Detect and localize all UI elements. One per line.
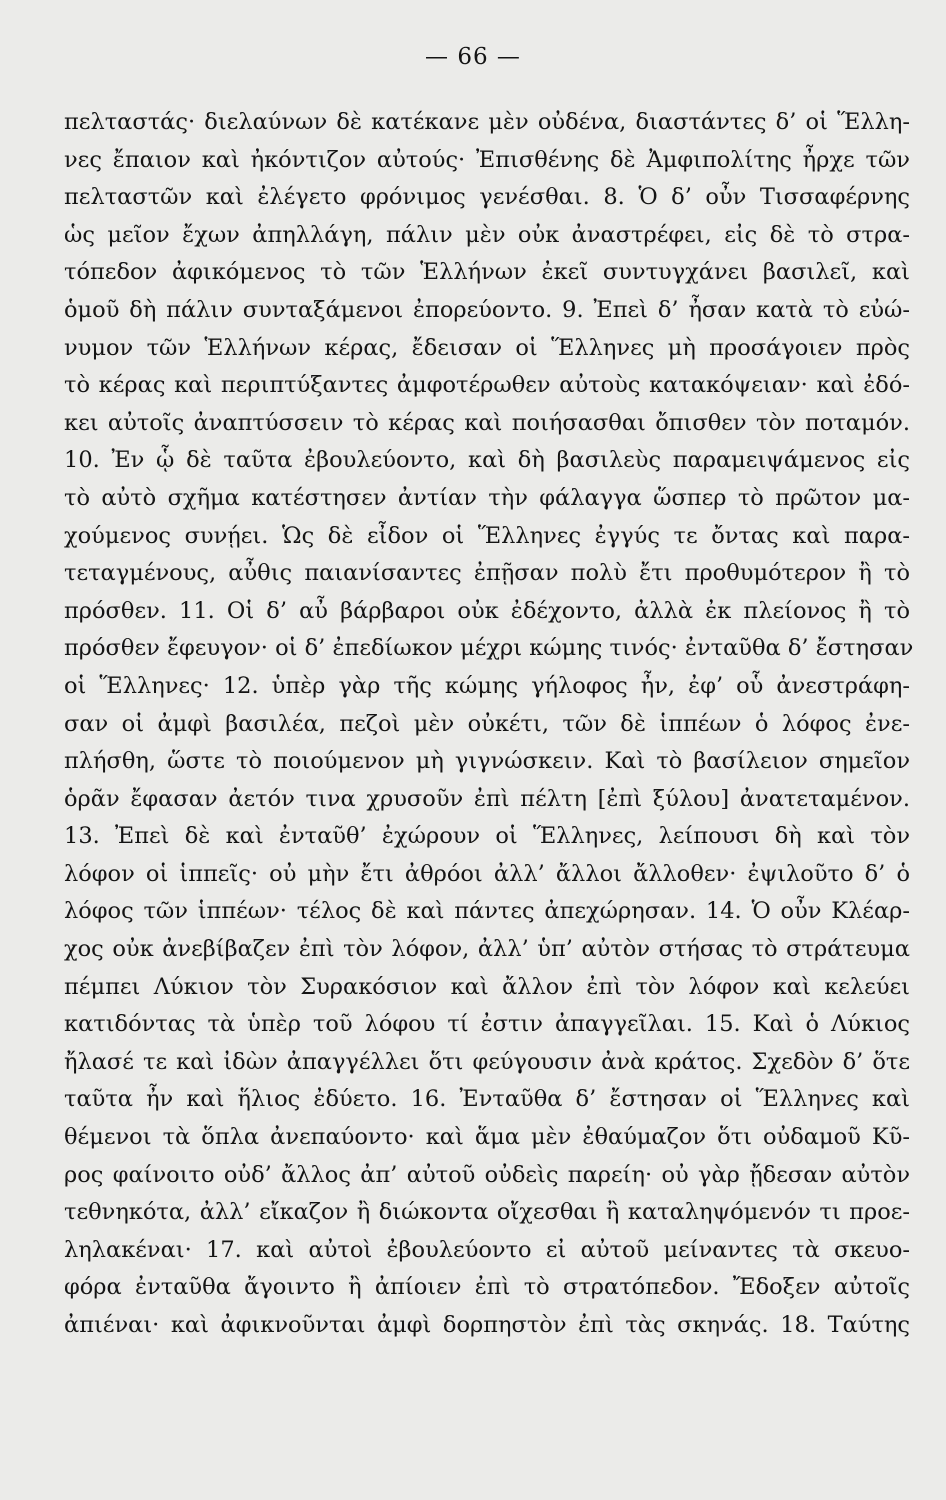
text-line: ὁμοῦ δὴ πάλιν συνταξάμενοι ἐπορεύοντο. 9. Ἐπεὶ δ’ ἦσαν κατὰ τὸ εὐώ-: [64, 296, 910, 323]
page-number: — 66 —: [425, 44, 521, 70]
text-line: κει αὐτοῖς ἀναπτύσσειν τὸ κέρας καὶ ποιήσασθαι ὄπισθεν τὸν ποταμόν.: [64, 409, 910, 436]
text-line: λόφος τῶν ἱππέων· τέλος δὲ καὶ πάντες ἀπεχώρησαν. 14. Ὁ οὖν Κλέαρ-: [64, 898, 910, 925]
text-line: τεταγμένους, αὖθις παιανίσαντες ἐπῇσαν πολὺ ἔτι προθυμότερον ἢ τὸ: [64, 560, 910, 587]
text-line: 10. Ἐν ᾧ δὲ ταῦτα ἐβουλεύοντο, καὶ δὴ βασιλεὺς παραμειψάμενος εἰς: [64, 447, 910, 474]
greek-text-body: [64, 104, 914, 1345]
text-line: οἱ Ἕλληνες· 12. ὑπὲρ γὰρ τῆς κώμης γήλοφος ἦν, ἐφ’ οὗ ἀνεστράφη-: [64, 672, 910, 699]
text-line: σαν οἱ ἀμφὶ βασιλέα, πεζοὶ μὲν οὐκέτι, τῶν δὲ ἱππέων ὁ λόφος ἐνε-: [64, 710, 910, 737]
text-line: ρος φαίνοιτο οὐδ’ ἄλλος ἀπ’ αὐτοῦ οὐδεὶς παρείη· οὐ γὰρ ᾔδεσαν αὐτὸν: [64, 1161, 910, 1188]
text-line: λόφον οἱ ἱππεῖς· οὐ μὴν ἔτι ἀθρόοι ἀλλ’ ἄλλοι ἄλλοθεν· ἐψιλοῦτο δ’ ὁ: [64, 860, 910, 887]
text-line: κατιδόντας τὰ ὑπὲρ τοῦ λόφου τί ἐστιν ἀπαγγεῖλαι. 15. Καὶ ὁ Λύκιος: [64, 1011, 910, 1038]
text-line: τεθνηκότα, ἀλλ’ εἴκαζον ἢ διώκοντα οἴχεσθαι ἢ καταληψόμενόν τι προε-: [64, 1199, 910, 1226]
text-line: ἤλασέ τε καὶ ἰδὼν ἀπαγγέλλει ὅτι φεύγουσιν ἀνὰ κράτος. Σχεδὸν δ’ ὅτε: [64, 1048, 910, 1075]
text-line: πελταστῶν καὶ ἐλέγετο φρόνιμος γενέσθαι. 8. Ὁ δ’ οὖν Τισσαφέρνης: [64, 184, 910, 211]
text-line: θέμενοι τὰ ὅπλα ἀνεπαύοντο· καὶ ἅμα μὲν ἐθαύμαζον ὅτι οὐδαμοῦ Κῦ-: [64, 1124, 910, 1151]
text-line: πρόσθεν. 11. Οἱ δ’ αὖ βάρβαροι οὐκ ἐδέχοντο, ἀλλὰ ἐκ πλείονος ἢ τὸ: [64, 597, 910, 624]
text-line: χος οὐκ ἀνεβίβαζεν ἐπὶ τὸν λόφον, ἀλλ’ ὑπ’ αὐτὸν στήσας τὸ στράτευμα: [64, 936, 910, 963]
text-line: τὸ αὐτὸ σχῆμα κατέστησεν ἀντίαν τὴν φάλαγγα ὥσπερ τὸ πρῶτον μα-: [64, 484, 910, 511]
text-line: πελταστάς· διελαύνων δὲ κατέκανε μὲν οὐδένα, διαστάντες δ’ οἱ Ἕλλη-: [64, 109, 910, 135]
text-line: νες ἔπαιον καὶ ἠκόντιζον αὐτούς· Ἐπισθένης δὲ Ἀμφιπολίτης ἦρχε τῶν: [64, 146, 910, 173]
text-line: ταῦτα ἦν καὶ ἥλιος ἐδύετο. 16. Ἐνταῦθα δ’ ἔστησαν οἱ Ἕλληνες καὶ: [64, 1086, 910, 1113]
text-line: νυμον τῶν Ἑλλήνων κέρας, ἔδεισαν οἱ Ἕλληνες μὴ προσάγοιεν πρὸς: [64, 334, 910, 361]
text-line: πρόσθεν ἔφευγον· οἱ δ’ ἐπεδίωκον μέχρι κώμης τινός· ἐνταῦθα δ’ ἔστησαν: [64, 635, 914, 662]
text-line: ἀπιέναι· καὶ ἀφικνοῦνται ἀμφὶ δορπηστὸν ἐπὶ τὰς σκηνάς. 18. Ταύτης: [64, 1312, 910, 1338]
text-line: ληλακέναι· 17. καὶ αὐτοὶ ἐβουλεύοντο εἰ αὐτοῦ μείναντες τὰ σκευο-: [64, 1236, 910, 1263]
text-line: ὁρᾶν ἔφασαν ἀετόν τινα χρυσοῦν ἐπὶ πέλτη [ἐπὶ ξύλου] ἀνατεταμένον.: [64, 785, 910, 812]
text-line: φόρα ἐνταῦθα ἄγοιντο ἢ ἀπίοιεν ἐπὶ τὸ στρατόπεδον. Ἔδοξεν αὐτοῖς: [64, 1274, 910, 1301]
text-line: τὸ κέρας καὶ περιπτύξαντες ἀμφοτέρωθεν αὐτοὺς κατακόψειαν· καὶ ἐδό-: [64, 372, 910, 399]
text-line: πέμπει Λύκιον τὸν Συρακόσιον καὶ ἄλλον ἐπὶ τὸν λόφον καὶ κελεύει: [64, 973, 910, 1000]
text-line: 13. Ἐπεὶ δὲ καὶ ἐνταῦθ’ ἐχώρουν οἱ Ἕλληνες, λείπουσι δὴ καὶ τὸν: [64, 823, 910, 850]
text-line: χούμενος συνῄει. Ὡς δὲ εἶδον οἱ Ἕλληνες ἐγγύς τε ὄντας καὶ παρα-: [64, 522, 910, 549]
text-line: πλήσθη, ὥστε τὸ ποιούμενον μὴ γιγνώσκειν. Καὶ τὸ βασίλειον σημεῖον: [64, 748, 910, 775]
text-line: ὡς μεῖον ἔχων ἀπηλλάγη, πάλιν μὲν οὐκ ἀναστρέφει, εἰς δὲ τὸ στρα-: [64, 221, 910, 248]
text-line: τόπεδον ἀφικόμενος τὸ τῶν Ἑλλήνων ἐκεῖ συντυγχάνει βασιλεῖ, καὶ: [64, 259, 910, 286]
